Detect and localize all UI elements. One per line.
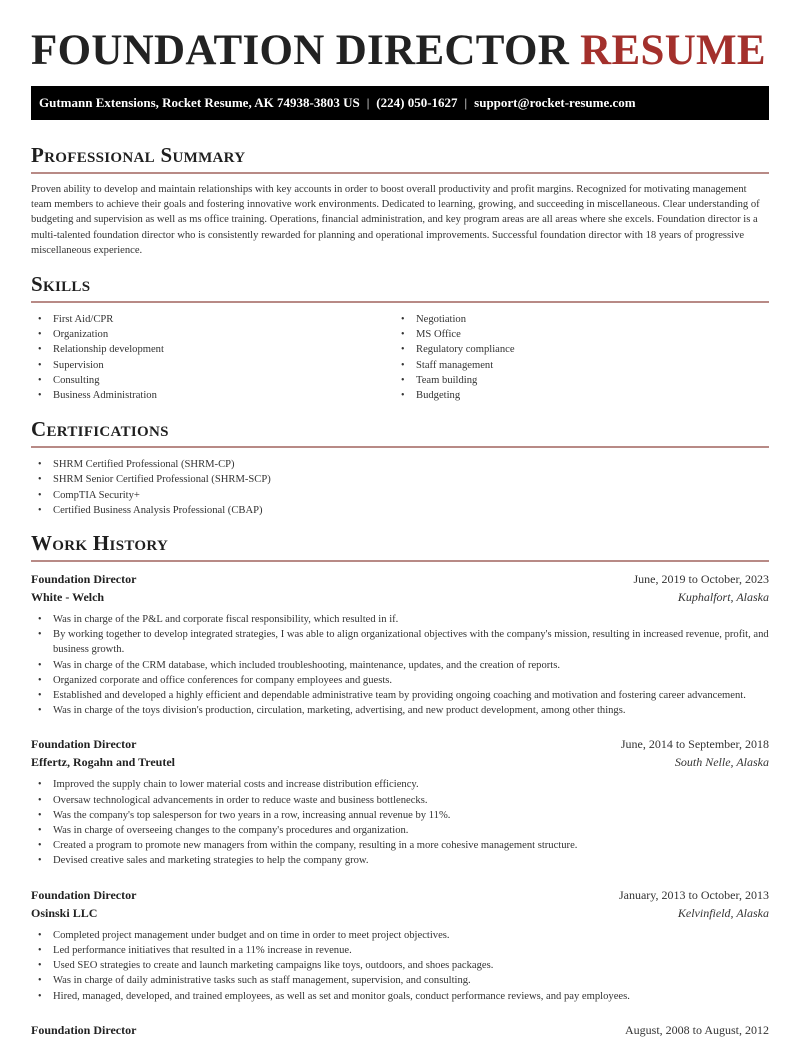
job-bullet: • Led performance initiatives that resulted in a 11% increase in revenue. xyxy=(31,943,769,958)
job-company-row xyxy=(31,753,769,771)
certification-item: • Certified Business Analysis Professional (CBAP) xyxy=(31,503,769,518)
contact-separator: | xyxy=(464,95,468,110)
certification-item: • SHRM Senior Certified Professional (SHRM-SCP) xyxy=(31,472,769,487)
skill-item: • Relationship development xyxy=(31,342,394,357)
job-location: Kuphalfort, Alaska xyxy=(677,590,769,605)
job-bullet: • Was in charge of the P&L and corporate fiscal responsibility, which resulted in if. xyxy=(31,612,769,627)
job-bullets xyxy=(31,928,769,1004)
job-dates: June, 2014 to September, 2018 xyxy=(620,737,769,752)
skills-list-right xyxy=(394,312,757,403)
certification-item: • CompTIA Security+ xyxy=(31,488,769,503)
contact-address: Gutmann Extensions, Rocket Resume, AK 74938-3803 US xyxy=(39,95,360,110)
job-header-row xyxy=(31,1021,769,1039)
section-heading-skills: Skills xyxy=(31,272,91,297)
skill-item: • Regulatory compliance xyxy=(394,342,757,357)
certifications-section xyxy=(31,416,769,518)
job-header-row xyxy=(31,735,769,753)
skill-item: • Negotiation xyxy=(394,312,757,327)
certification-item: • SHRM Certified Professional (SHRM-CP) xyxy=(31,457,769,472)
section-divider xyxy=(31,446,769,448)
job-company-row xyxy=(31,904,769,922)
title-accent: RESUME xyxy=(580,27,766,74)
job-company-row xyxy=(31,588,769,606)
skill-item: • Team building xyxy=(394,373,757,388)
job-dates: January, 2013 to October, 2013 xyxy=(618,887,769,902)
job-bullet: • Oversaw technological advancements in order to reduce waste and business bottlenecks. xyxy=(31,793,769,808)
resume-title xyxy=(31,27,769,75)
job-entry xyxy=(31,735,769,868)
skills-list-left xyxy=(31,312,394,403)
job-bullet: • Was in charge of overseeing changes to the company's procedures and organization. xyxy=(31,823,769,838)
contact-bar xyxy=(31,86,769,120)
job-company: Effertz, Rogahn and Treutel xyxy=(31,755,175,770)
job-entry xyxy=(31,1021,769,1039)
skill-item: • First Aid/CPR xyxy=(31,312,394,327)
job-bullet: • Completed project management under budget and on time in order to meet project objectives. xyxy=(31,928,769,943)
skill-item: • Budgeting xyxy=(394,388,757,403)
skill-item: • Business Administration xyxy=(31,388,394,403)
job-title: Foundation Director xyxy=(31,737,137,752)
resume-page xyxy=(0,27,800,1039)
section-heading-certifications: Certifications xyxy=(31,417,169,442)
section-divider xyxy=(31,301,769,303)
contact-email: support@rocket-resume.com xyxy=(474,95,636,110)
summary-section xyxy=(31,142,769,258)
contact-phone: (224) 050-1627 xyxy=(376,95,458,110)
skill-item: • Organization xyxy=(31,327,394,342)
job-bullet: • Was in charge of the toys division's production, circulation, marketing, advertising, and new product development, among other things. xyxy=(31,703,769,718)
section-divider xyxy=(31,172,769,174)
skills-section xyxy=(31,271,769,403)
work-history-section xyxy=(31,530,769,1039)
job-entry xyxy=(31,886,769,1004)
job-bullets xyxy=(31,777,769,868)
job-bullet: • Established and developed a highly efficient and dependable administrative team by providing ongoing coaching and motivation and fostering career advancement. xyxy=(31,688,769,703)
job-company: White - Welch xyxy=(31,590,105,605)
job-bullet: • Used SEO strategies to create and launch marketing campaigns like toys, outdoors, and shoes packages. xyxy=(31,958,769,973)
job-company: Osinski LLC xyxy=(31,905,98,920)
job-dates: August, 2008 to August, 2012 xyxy=(624,1022,769,1037)
job-bullet: • Was the company's top salesperson for two years in a row, increasing annual revenue by 11%. xyxy=(31,808,769,823)
job-bullet: • Hired, managed, developed, and trained employees, as well as set and monitor goals, conduct performance reviews, and pay employees. xyxy=(31,989,769,1004)
job-bullet: • Organized corporate and office conferences for company employees and guests. xyxy=(31,673,769,688)
job-bullet: • Devised creative sales and marketing strategies to help the company grow. xyxy=(31,853,769,868)
section-divider xyxy=(31,560,769,562)
summary-text: Proven ability to develop and maintain relationships with key accounts in order to boost overall productivity and profit margins. Recognized for motivating management team members to achieve their goals and fostering innovative work environments. Dedicated to learning, growing, and succeeding in miscellaneous. Clear understanding of budgeting and supervision as well as ms office training. Operations, financial administration, and key program areas are all areas where she excels. Foundation director is a multi-talented foundation director who is consistently rewarded for planning and operational improvements. Successful foundation director with 18 years of progressive miscellaneous experience. xyxy=(31,184,760,256)
job-header-row xyxy=(31,886,769,904)
job-title: Foundation Director xyxy=(31,572,137,587)
certifications-list xyxy=(31,457,769,518)
skill-item: • Supervision xyxy=(31,358,394,373)
contact-separator: | xyxy=(366,95,370,110)
skills-grid xyxy=(31,312,769,403)
job-title: Foundation Director xyxy=(31,1022,137,1037)
job-entry xyxy=(31,570,769,718)
job-location: South Nelle, Alaska xyxy=(674,755,769,770)
job-title: Foundation Director xyxy=(31,887,137,902)
job-bullet: • Created a program to promote new managers from within the company, resulting in a more cohesive management structure. xyxy=(31,838,769,853)
skill-item: • Staff management xyxy=(394,358,757,373)
job-bullet: • Improved the supply chain to lower material costs and increase distribution efficiency. xyxy=(31,777,769,792)
job-bullet: • Was in charge of daily administrative tasks such as staff management, supervision, and consulting. xyxy=(31,973,769,988)
skill-item: • Consulting xyxy=(31,373,394,388)
job-bullet: • By working together to develop integrated strategies, I was able to align organizational objectives with the company's mission, resulting in increased revenue, profit, and business growth. xyxy=(31,627,769,657)
job-location: Kelvinfield, Alaska xyxy=(677,905,769,920)
job-bullets xyxy=(31,612,769,718)
skill-item: • MS Office xyxy=(394,327,757,342)
job-dates: June, 2019 to October, 2023 xyxy=(633,572,769,587)
section-heading-work-history: Work History xyxy=(31,531,169,556)
title-main: FOUNDATION DIRECTOR xyxy=(31,27,570,74)
job-bullet: • Was in charge of the CRM database, which included troubleshooting, maintenance, updates, and the creation of reports. xyxy=(31,658,769,673)
section-heading-summary: Professional Summary xyxy=(31,143,246,167)
job-header-row xyxy=(31,570,769,588)
